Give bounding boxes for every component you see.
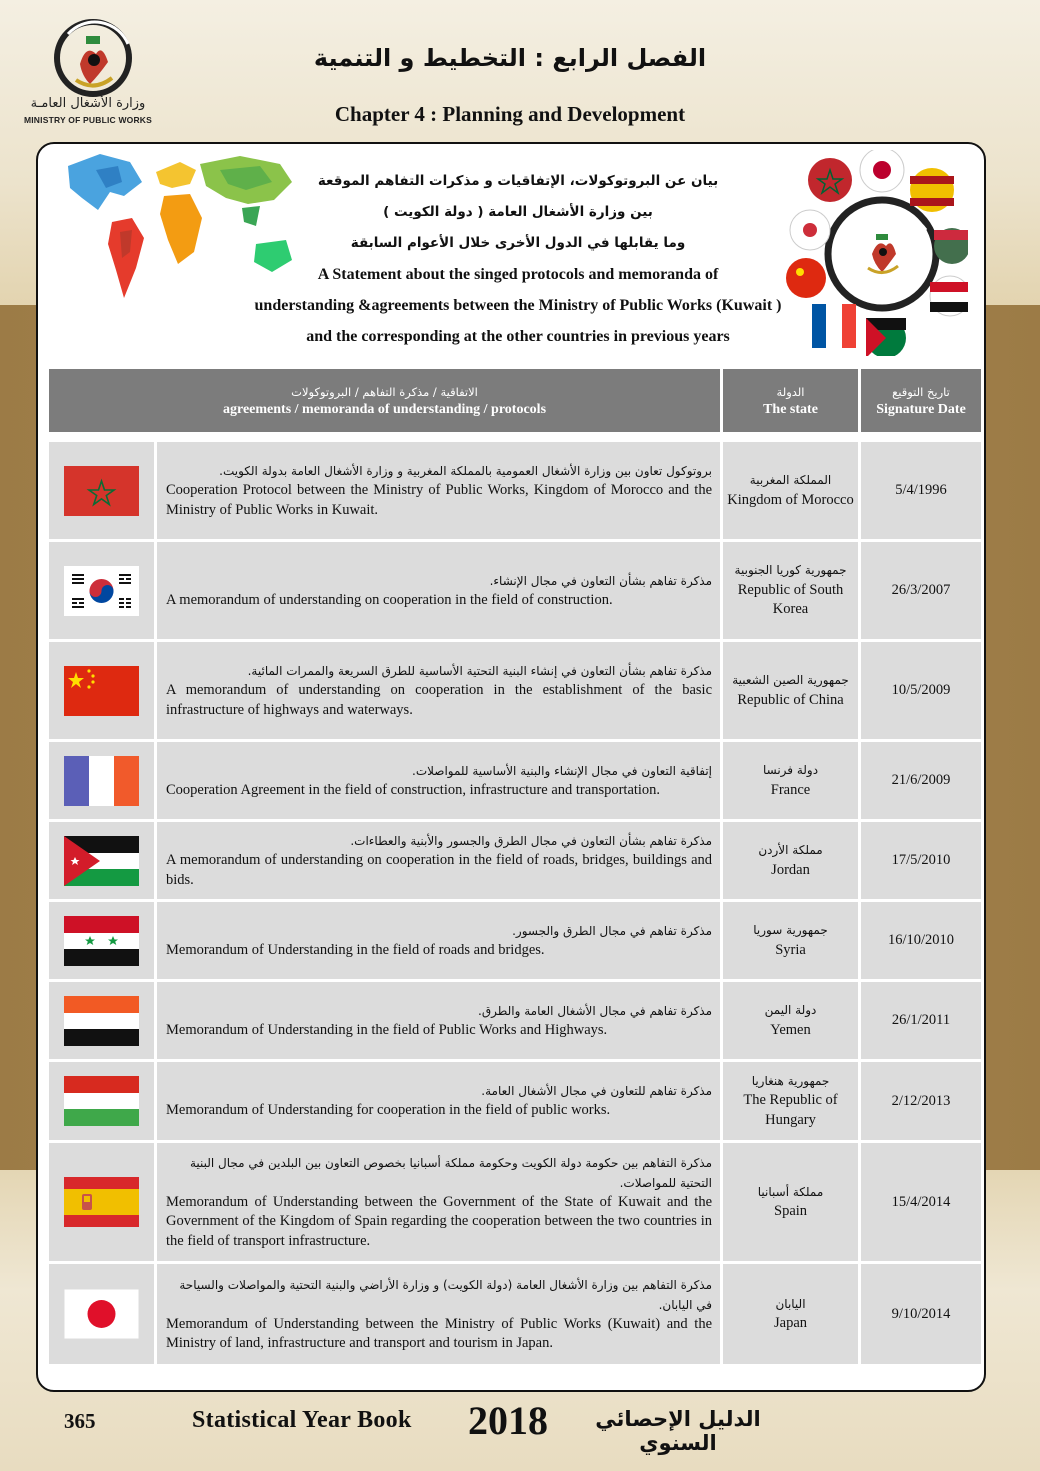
signature-date: 2/12/2013 [861, 1062, 981, 1140]
ministry-name-ar: وزارة الأشغال العامـة [30, 96, 146, 111]
agreement-cell [157, 742, 720, 819]
state-name-en: Yemen [770, 1021, 811, 1038]
content-card [36, 142, 986, 1392]
flag-cell [49, 822, 154, 899]
signature-date: 10/5/2009 [861, 642, 981, 739]
state-name-en: France [770, 781, 811, 798]
china-flag-icon [64, 666, 139, 716]
chapter-title-ar: الفصل الرابع : التخطيط و التنمية [313, 44, 707, 72]
book-title-en: Statistical Year Book [192, 1407, 412, 1433]
agreement-cell [157, 822, 720, 899]
agreement-desc-en: A memorandum of understanding on cooperation in the establishment of the basic infrastructure of highways and waterways. [166, 682, 713, 718]
agreement-desc-en: Memorandum of Understanding in the field of roads and bridges. [166, 941, 545, 958]
state-cell [723, 1062, 858, 1140]
intro-ar-line-1: بيان عن البروتوكولات، الإتفاقيات و مذكرات التفاهم الموقعة [317, 173, 719, 189]
state-name-ar: مملكة الأردن [758, 843, 823, 857]
header-date-ar: تاريخ التوقيع [892, 384, 950, 399]
france-flag-icon [64, 756, 139, 806]
agreement-desc-ar: مذكرة تفاهم للتعاون في مجال الأشغال العامة. [481, 1084, 713, 1099]
agreement-desc-en: Cooperation Agreement in the field of construction, infrastructure and transportation. [166, 781, 661, 798]
state-cell [723, 642, 858, 739]
header-state [723, 369, 858, 432]
book-year: 2018 [468, 1398, 548, 1443]
state-cell [723, 1264, 858, 1364]
signature-date: 26/3/2007 [861, 542, 981, 639]
signature-date: 5/4/1996 [861, 442, 981, 539]
state-cell [723, 542, 858, 639]
state-cell [723, 902, 858, 979]
syria-flag-icon [64, 916, 139, 966]
japan-flag-icon [64, 1289, 139, 1339]
header-state-en: The state [763, 401, 818, 417]
intro-statement [218, 166, 818, 352]
agreement-cell [157, 542, 720, 639]
hungary-flag-icon [64, 1076, 139, 1126]
page-number: 365 [64, 1409, 96, 1433]
agreement-cell [157, 1264, 720, 1364]
state-name-en: Republic of South Korea [737, 581, 844, 618]
table-header-row [49, 369, 981, 432]
agreement-cell [157, 442, 720, 539]
state-name-en: Kingdom of Morocco [727, 491, 854, 508]
state-name-ar: جمهورية هنغاريا [751, 1073, 830, 1088]
state-cell [723, 822, 858, 899]
state-cell [723, 982, 858, 1059]
state-cell [723, 742, 858, 819]
state-cell [723, 442, 858, 539]
agreement-desc-ar: بروتوكول تعاون بين وزارة الأشغال العمومية بالمملكة المغربية و وزارة الأشغال العامة بدولة الكويت. [219, 464, 713, 478]
table-row [49, 982, 981, 1059]
agreement-desc-ar: مذكرة تفاهم بشأن التعاون في إنشاء البنية التحتية الأساسية للطرق السريعة والممرات المائية. [247, 664, 713, 678]
table-row [49, 1264, 981, 1364]
book-title-ar: الدليل الإحصائي السنوي [595, 1407, 761, 1455]
yemen-flag-icon [64, 996, 139, 1046]
state-name-ar: اليابان [775, 1296, 806, 1311]
agreement-desc-ar: مذكرة التفاهم بين وزارة الأشغال العامة (دولة الكويت) و وزارة الأراضي والبنية التحتية والمواصلات والسياحة في اليابان. [179, 1277, 713, 1312]
state-name-ar: دولة اليمن [764, 1003, 817, 1017]
state-name-ar: مملكة أسبانيا [757, 1184, 824, 1199]
flag-cell [49, 1264, 154, 1364]
spain-flag-icon [64, 1177, 139, 1227]
header-agreement [49, 369, 720, 432]
flag-cell [49, 742, 154, 819]
state-name-en: Japan [774, 1315, 808, 1331]
agreement-cell [157, 642, 720, 739]
signature-date: 21/6/2009 [861, 742, 981, 819]
state-name-ar: جمهورية سوريا [753, 923, 828, 937]
intro-ar-line-3: وما يقابلها في الدول الأخرى خلال الأعوام السابقة [350, 235, 686, 251]
ministry-name-en: MINISTRY OF PUBLIC WORKS [23, 115, 153, 125]
state-name-ar: المملكة المغربية [749, 473, 832, 487]
agreement-cell [157, 1062, 720, 1140]
state-name-ar: دولة فرنسا [762, 763, 819, 777]
signature-date: 17/5/2010 [861, 822, 981, 899]
intro-ar-line-2: بين وزارة الأشغال العامة ( دولة الكويت ) [383, 204, 653, 220]
agreement-cell [157, 902, 720, 979]
flag-cell [49, 902, 154, 979]
state-name-en: Syria [775, 941, 806, 958]
agreement-desc-ar: مذكرة تفاهم بشأن التعاون في مجال الإنشاء. [489, 573, 713, 588]
table-row [49, 1062, 981, 1140]
table-row [49, 442, 981, 539]
table-row [49, 1143, 981, 1261]
agreement-desc-en: Memorandum of Understanding in the field of Public Works and Highways. [166, 1021, 608, 1038]
state-name-ar: جمهورية كوريا الجنوبية [734, 563, 847, 578]
agreement-desc-ar: مذكرة تفاهم بشأن التعاون في مجال الطرق والجسور والأبنية والعطاءات. [350, 834, 713, 848]
south-korea-flag-icon [64, 566, 139, 616]
flag-cell [49, 1143, 154, 1261]
flag-cell [49, 642, 154, 739]
header-date [861, 369, 981, 432]
agreement-desc-ar: مذكرة تفاهم في مجال الأشغال العامة والطرق. [478, 1003, 713, 1018]
signature-date: 26/1/2011 [861, 982, 981, 1059]
flag-cell [49, 542, 154, 639]
ministry-logo-icon [28, 14, 158, 129]
signature-date: 9/10/2014 [861, 1264, 981, 1364]
table-row [49, 542, 981, 639]
header-date-en: Signature Date [876, 401, 966, 417]
flag-cell [49, 1062, 154, 1140]
intro-en-line-3: and the corresponding at the other countries in previous years [306, 328, 730, 345]
header-agreement-ar: الاتفاقية / مذكرة التفاهم / البروتوكولات [291, 384, 478, 399]
signature-date: 15/4/2014 [861, 1143, 981, 1261]
signature-date: 16/10/2010 [861, 902, 981, 979]
state-name-en: The Republic of Hungary [743, 1092, 838, 1128]
agreement-desc-en: Memorandum of Understanding for cooperation in the field of public works. [166, 1102, 611, 1119]
agreement-cell [157, 982, 720, 1059]
morocco-flag-icon [64, 466, 139, 516]
intro-en-line-2: understanding &agreements between the Ministry of Public Works (Kuwait ) [254, 297, 782, 314]
table-row [49, 902, 981, 979]
agreement-desc-en: A memorandum of understanding on cooperation in the field of construction. [166, 591, 613, 608]
state-name-en: Republic of China [737, 691, 844, 708]
agreement-desc-ar: مذكرة التفاهم بين حكومة دولة الكويت وحكومة مملكة أسبانيا بخصوص التعاون بين البلدين في مجال البنية التحتية للمواصلات. [189, 1155, 713, 1190]
agreement-desc-en: Memorandum of Understanding between the Ministry of Public Works (Kuwait) and the Ministry of land, infrastructure and transport and tourism in Japan. [166, 1315, 713, 1351]
table-row [49, 742, 981, 819]
state-name-en: Spain [774, 1203, 808, 1219]
chapter-title-en: Chapter 4 : Planning and Development [334, 102, 686, 126]
table-row [49, 822, 981, 899]
agreement-desc-en: A memorandum of understanding on cooperation in the field of roads, bridges, buildings and bids. [166, 852, 713, 888]
header-state-ar: الدولة [776, 384, 805, 399]
agreement-desc-ar: إتفاقية التعاون في مجال الإنشاء والبنية الأساسية للمواصلات. [412, 763, 713, 778]
agreements-table [46, 366, 984, 1367]
agreement-desc-en: Cooperation Protocol between the Ministry of Public Works, Kingdom of Morocco and the Ministry of Public Works in Kuwait. [166, 482, 713, 518]
flag-cell [49, 982, 154, 1059]
table-row [49, 642, 981, 739]
jordan-flag-icon [64, 836, 139, 886]
flag-cell [49, 442, 154, 539]
header-agreement-en: agreements / memoranda of understanding / protocols [222, 401, 547, 417]
state-name-en: Jordan [771, 861, 810, 878]
agreement-cell [157, 1143, 720, 1261]
state-cell [723, 1143, 858, 1261]
agreement-desc-ar: مذكرة تفاهم في مجال الطرق والجسور. [512, 923, 713, 938]
intro-en-line-1: A Statement about the singed protocols and memoranda of [317, 266, 719, 283]
state-name-ar: جمهورية الصين الشعبية [732, 673, 849, 687]
agreement-desc-en: Memorandum of Understanding between the Government of the State of Kuwait and the Government of the Kingdom of Spain regarding the cooperation between the two countries in the field of transport infrastructure. [166, 1193, 713, 1249]
